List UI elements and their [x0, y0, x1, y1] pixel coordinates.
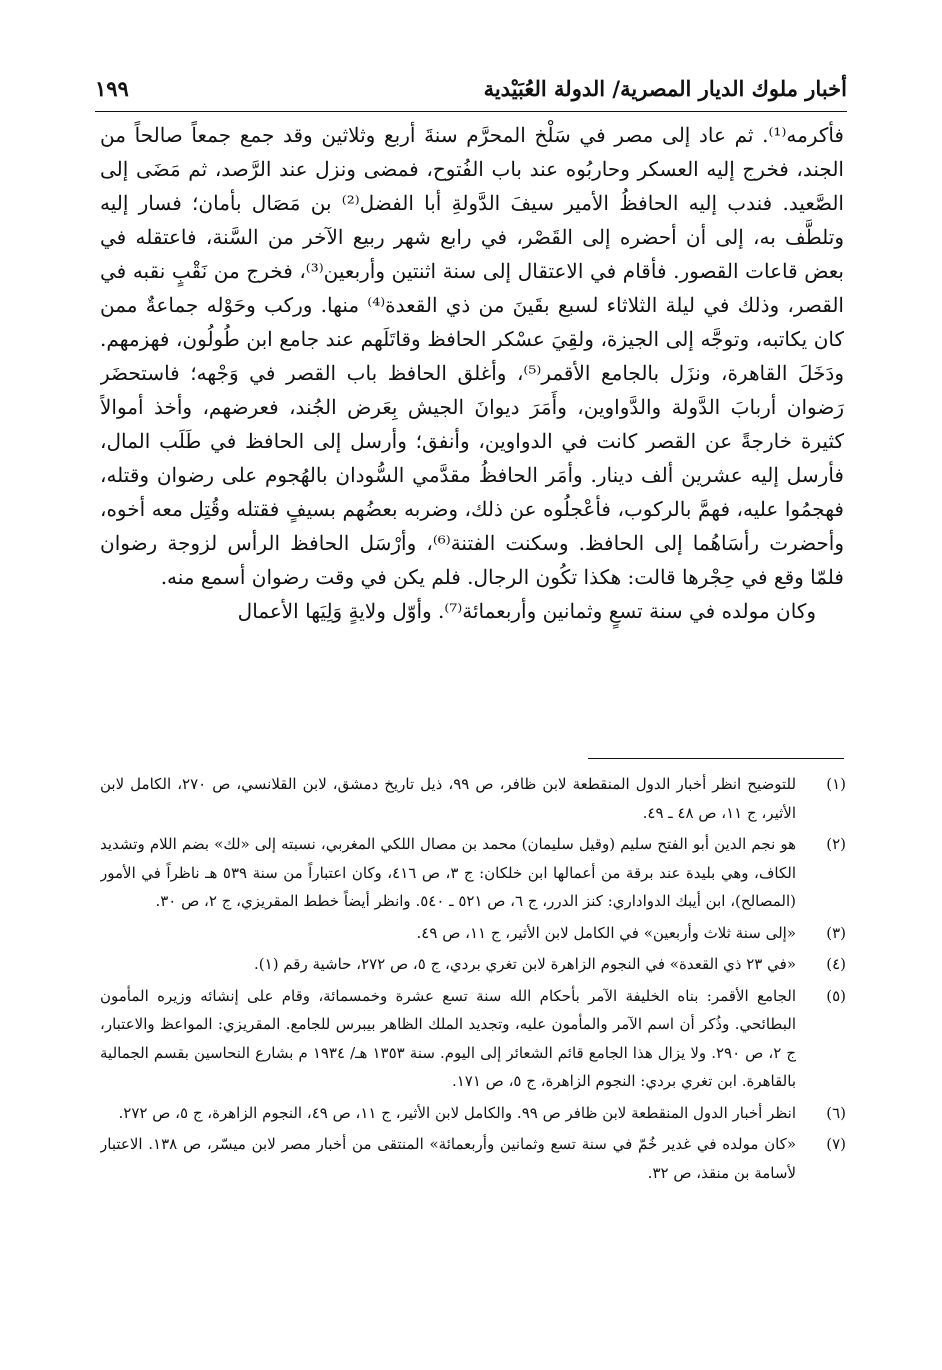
footnote-number: (٧) — [826, 1135, 846, 1153]
footnote-text: الجامع الأقمر: بناه الخليفة الآمر بأحكام الله سنة تسع عشرة وخمسمائة، وقام على إنشائه وزيره المأمون البطائحي. وذُكر أن اسم الآمر والمأمون عليه، وتجديد الملك الظاهر بيبرس للجامع. المقريزي: المواعظ والاعتبار، ج ٢، ص ٢٩٠. ولا يزال هذا الجامع قائم الشعائر إلى اليوم. سنة ١٣٥٣ هـ/ ١٩٣٤ م بشارع النحاسين بقسم الجمالية بالقاهرة. ابن تغري بردي: النجوم الزاهرة، ج ٥، ص ١٧١. — [100, 986, 797, 1090]
footnote-number: (٦) — [826, 1103, 846, 1122]
running-title: أخبار ملوك الديار المصرية/ الدولة العُبَيْدية — [483, 75, 847, 101]
footnote-number: (٤) — [826, 955, 846, 973]
footnote — [100, 830, 846, 916]
footnote — [100, 1130, 846, 1187]
main-text — [100, 118, 844, 758]
footnote — [100, 1099, 846, 1128]
footnote — [100, 919, 846, 948]
footnote-separator — [588, 758, 844, 759]
footnote-number: (٣) — [826, 923, 846, 942]
footnote-number: (٢) — [826, 835, 846, 853]
footnote-text: للتوضيح انظر أخبار الدول المنقطعة لابن ظافر، ص ٩٩، ذيل تاريخ دمشق، لابن القلانسي، ص ٢٧٠، الكامل لابن الأثير، ج ١١، ص ٤٨ ـ ٤٩. — [100, 775, 797, 822]
footnote-text: انظر أخبار الدول المنقطعة لابن ظافر ص ٩٩. والكامل لابن الأثير، ج ١١، ص ٤٩، النجوم الزاهرة، ج ٥، ص ٢٧٢. — [118, 1103, 796, 1122]
footnote-text: هو نجم الدين أبو الفتح سليم (وقيل سليمان) محمد بن مصال اللكي المغربي، نسبته إلى «لك» بضم اللام وتشديد الكاف، وهي بليدة عند برقة من أعمالها ابن خلكان: ج ٣، ص ٤١٦، وكان اعتباراً من سنة ٥٣٩ هـ ناظراً في الأمور (المصالح)، ابن أيبك الدواداري: كنز الدرر، ج ٦، ص ٥٢١ ـ ٥٤٠. وانظر أيضاً خطط المقريزي، ج ٢، ص ٣٠. — [100, 835, 796, 910]
running-header — [95, 68, 847, 108]
footnote-text: «إلى سنة ثلاث وأربعين» في الكامل لابن الأثير، ج ١١، ص ٤٩. — [416, 923, 796, 942]
footnotes-list — [100, 770, 846, 1330]
paragraph: فأكرمه⁽¹⁾. ثم عاد إلى مصر في سَلْخ المحرَّم سنةَ أربع وثلاثين وقد جمع جمعاً صالحاً من الجند، فخرج إليه العسكر وحاربُوه عند باب الفُتوح، فمضى ونزل عند الرَّصد، ثم مَضَى إلى الصَّعيد. فندب إليه الحافظُ الأمير سيفَ الدَّولةِ أبا الفضل⁽²⁾ بن مَصَال بأمان؛ فسار إليه وتلطَّف به، إلى أن أحضره إلى القَصْر، في رابع شهر ربيع الآخر من السَّنة، فاعتقله في بعض قاعات القصور. فأقام في الاعتقال إلى سنة اثنتين وأربعين⁽³⁾، فخرج من نَقْبٍ نقبه في القصر، وذلك في ليلة الثلاثاء لسبع بقَينَ من ذي القعدة⁽⁴⁾ منها. وركب وحَوْله جماعةٌ ممن كان يكاتبه، وتوجَّه إلى الجيزة، ولقِيَ عسْكر الحافظ وقاتَلَهم عند جامع ابن طُولُون، فهزمهم. ودَخَلَ القاهرة، ونزَل بالجامع الأقمر⁽⁵⁾، وأغلق الحافظ باب القصر في وَجْهه؛ فاستحضَر رَضوان أربابَ الدَّولة والدَّواوين، وأَمَرَ ديوانَ الجيش بِعَرض الجُند، فعرضهم، وأخذ أموالاً كثيرة خارجةً عن القصر كانت في الدواوين، وأنفق؛ وأرسل إلى الحافظ في طَلَب المال، فأرسل إليه عشرين ألف دينار. وأمَر الحافظُ مقدَّمي السُّودان بالهُجوم على رضوان وقتله، فهجمُوا عليه، فهمَّ بالركوب، فأعْجلُوه عن ذلك، وضربه بعضُهم بسيفٍ فقتله وقُتِل معه أخوه، وأحضرت رأسَاهُما إلى الحافظ. وسكنت الفتنة⁽⁶⁾، وأرْسَل الحافظ الرأس لزوجة رضوان فلمّا وقع في حِجْرها قالت: هكذا تكُون الرجال. فلم يكن في وقت رضوان أسمع منه. — [100, 123, 844, 589]
paragraph: وكان مولده في سنة تسعٍ وثمانين وأربعمائة⁽⁷⁾. وأوّل ولايةٍ وَلِيَها الأعمال — [237, 599, 816, 623]
footnote-text: «في ٢٣ ذي القعدة» في النجوم الزاهرة لابن تغري بردي، ج ٥، ص ٢٧٢، حاشية رقم (١). — [254, 955, 796, 973]
footnote-number: (١) — [826, 775, 846, 793]
footnote — [100, 950, 846, 979]
header-rule — [95, 111, 847, 112]
page-number: ١٩٩ — [95, 75, 129, 101]
footnote — [100, 770, 846, 827]
footnote-number: (٥) — [826, 986, 846, 1005]
footnote — [100, 982, 846, 1096]
footnote-text: «كان مولده في غدير خُمّ في سنة تسع وثمانين وأربعمائة» المنتقى من أخبار مصر لابن ميسّر، ص ١٣٨. الاعتبار لأسامة بن منقذ، ص ٣٢. — [100, 1135, 796, 1182]
